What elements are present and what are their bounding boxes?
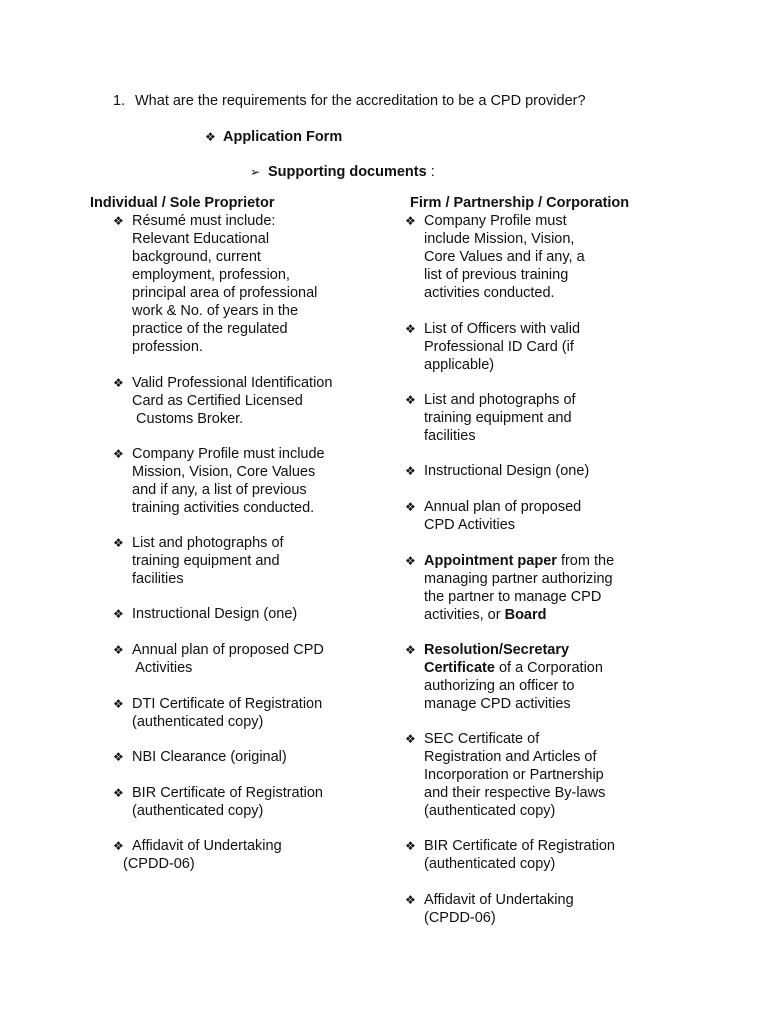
firm-item-sec-certificate: ❖ SEC Certificate of Registration and Articles of Incorporation or Partnership and their respective By-laws (authenticated copy) (405, 731, 606, 819)
board-bold: Board (504, 607, 547, 623)
supporting-documents-suffix: : (430, 164, 435, 180)
application-form-item (205, 129, 342, 145)
individual-item-annual-plan: ❖ Annual plan of proposed CPD Activities (113, 642, 324, 676)
certificate-rest: of a Corporation (494, 660, 603, 676)
diamond-bullet-icon: ❖ (113, 447, 124, 461)
appointment-paper-rest: from the (556, 553, 615, 569)
firm-item-instructional-design: ❖ Instructional Design (one) (405, 463, 590, 479)
supporting-documents-item (250, 164, 435, 180)
individual-item-resume: ❖ Résumé must include: Relevant Educational background, current employment, profession, principal area of professional work & No. of years in the practice of the regulated profession. (113, 213, 318, 355)
diamond-bullet-icon: ❖ (405, 322, 416, 336)
diamond-bullet-icon: ❖ (405, 839, 416, 853)
diamond-bullet-icon: ❖ (405, 732, 416, 746)
individual-item-dti-certificate: ❖ DTI Certificate of Registration (authenticated copy) (113, 696, 323, 730)
diamond-bullet-icon: ❖ (113, 643, 124, 657)
individual-item-company-profile: ❖ Company Profile must include Mission, Vision, Core Values and if any, a list of previous training activities conducted. (113, 446, 325, 516)
individual-item-affidavit: ❖ Affidavit of Undertaking (CPDD-06) (113, 838, 282, 872)
certificate-bold: Certificate (424, 660, 495, 676)
question-text: What are the requirements for the accreditation to be a CPD provider? (135, 93, 586, 109)
firm-item-list-of-officers: ❖ List of Officers with valid Professional ID Card (if applicable) (405, 321, 581, 373)
individual-item-instructional-design: ❖ Instructional Design (one) (113, 606, 298, 622)
firm-item-affidavit: ❖ Affidavit of Undertaking (CPDD-06) (405, 892, 574, 926)
diamond-bullet-icon: ❖ (405, 464, 416, 478)
question (113, 93, 586, 109)
diamond-bullet-icon: ❖ (113, 839, 124, 853)
diamond-bullet-icon: ❖ (405, 214, 416, 228)
diamond-bullet-icon: ❖ (113, 607, 124, 621)
diamond-bullet-icon: ❖ (113, 536, 124, 550)
application-form-label: Application Form (223, 129, 343, 145)
diamond-bullet-icon: ❖ (113, 786, 124, 800)
individual-item-nbi-clearance: ❖ NBI Clearance (original) (113, 749, 287, 765)
firm-item-bir-certificate: ❖ BIR Certificate of Registration (authenticated copy) (405, 838, 615, 872)
individual-item-bir-certificate: ❖ BIR Certificate of Registration (authenticated copy) (113, 785, 323, 819)
diamond-bullet-icon: ❖ (405, 893, 416, 907)
diamond-bullet-icon: ❖ (405, 554, 416, 568)
individual-item-photographs: ❖ List and photographs of training equipment and facilities (113, 535, 284, 587)
diamond-bullet-icon: ❖ (405, 500, 416, 514)
question-number: 1. (113, 93, 126, 109)
diamond-bullet-icon: ❖ (405, 643, 416, 657)
diamond-bullet-icon: ❖ (113, 750, 124, 764)
firm-item-resolution-certificate: ❖ Resolution/Secretary Certificate of a Corporation authorizing an officer to manage CPD activities (405, 642, 603, 712)
appointment-paper-bold: Appointment paper (424, 553, 557, 569)
diamond-bullet-icon: ❖ (205, 130, 216, 144)
firm-item-photographs: ❖ List and photographs of training equipment and facilities (405, 392, 576, 444)
diamond-bullet-icon: ❖ (405, 393, 416, 407)
diamond-bullet-icon: ❖ (113, 376, 124, 390)
activities-or-text: activities, or (424, 607, 505, 623)
firm-item-appointment-paper: ❖ Appointment paper from the managing partner authorizing the partner to manage CPD activities, or Board (405, 553, 615, 623)
firm-item-company-profile: ❖ Company Profile must include Mission, Vision, Core Values and if any, a list of previous training activities conducted. (405, 213, 585, 301)
individual-item-professional-id: ❖ Valid Professional Identification Card as Certified Licensed Customs Broker. (113, 375, 333, 427)
firm-heading: Firm / Partnership / Corporation (410, 195, 630, 211)
arrow-bullet-icon: ➢ (250, 165, 261, 179)
firm-item-annual-plan: ❖ Annual plan of proposed CPD Activities (405, 499, 582, 533)
supporting-documents-label: Supporting documents (268, 164, 427, 180)
diamond-bullet-icon: ❖ (113, 214, 124, 228)
individual-heading: Individual / Sole Proprietor (90, 195, 275, 211)
diamond-bullet-icon: ❖ (113, 697, 124, 711)
